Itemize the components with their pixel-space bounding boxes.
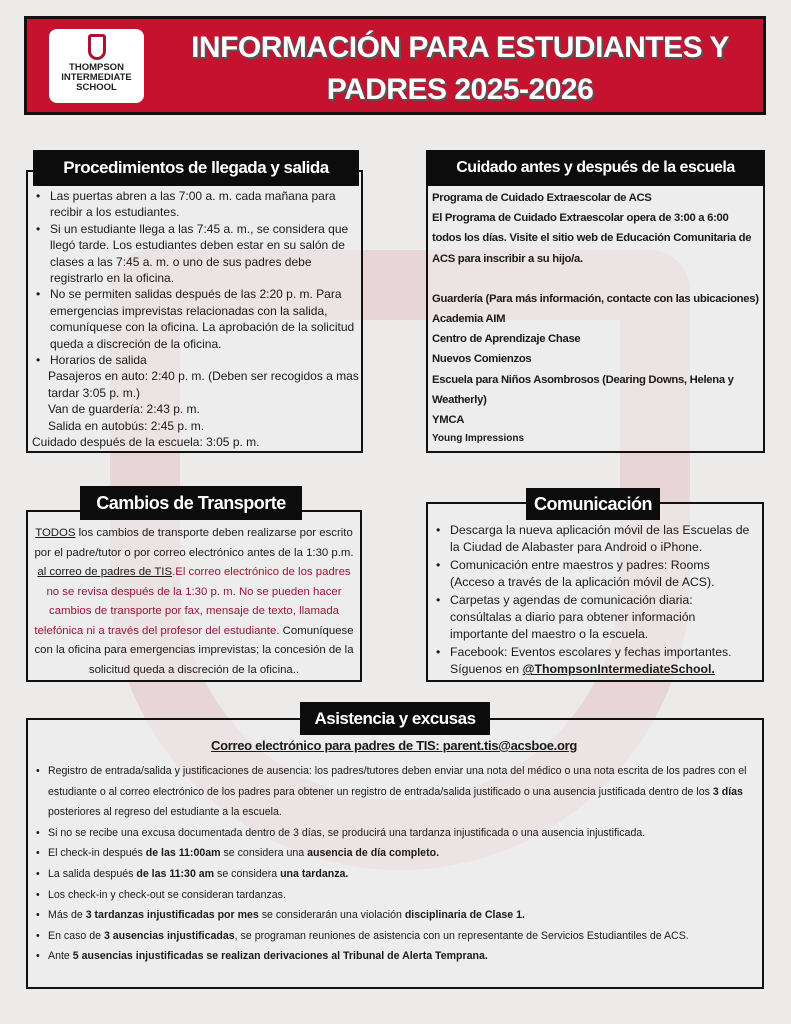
- transport-text-segment: al correo de padres de TIS: [37, 566, 173, 578]
- care-provider: YMCA: [432, 414, 465, 427]
- list-item: [34, 843, 754, 864]
- communication-section: [426, 502, 764, 682]
- care-provider: Young Impressions: [432, 433, 525, 445]
- procedures-title: Procedimientos de llegada y salida: [33, 150, 359, 186]
- communication-title: Comunicación: [526, 488, 660, 520]
- list-item-text: Descarga la nueva aplicación móvil de las Escuelas de la Ciudad de Alabaster para Android o iPhone.: [450, 523, 750, 555]
- list-item-text: Carpetas y agendas de comunicación diaria: consúltalas a diario para obtener información importante del maestro o la escuela.: [450, 592, 696, 642]
- header-banner: [24, 16, 766, 115]
- list-item-text: Facebook: Eventos escolares y fechas importantes. Síguenos en: [450, 644, 732, 677]
- list-item-text: se considera: [214, 867, 281, 880]
- dismissal-schedule: [28, 368, 361, 450]
- attendance-list: [34, 761, 754, 967]
- transport-text-segment: .El correo electrónico de los padres no se revisa después de la 1:30 p. m. No se pueden hacer cambios de transporte por fax, mensaje de texto, llamada telefónica ni a través del profesor del estudiante.: [34, 566, 351, 637]
- transport-text-segment: los cambios de transporte deben realizarse por escrito por el padre/tutor o por correo electrónico antes de la 1:30 p.m.: [34, 527, 354, 559]
- care-provider: Nuevos Comienzos: [432, 353, 532, 366]
- list-item-text: 3 ausencias injustificadas: [103, 929, 235, 942]
- list-item: [428, 592, 756, 644]
- list-item: [34, 905, 754, 926]
- list-item-text: 3 tardanzas injustificadas por mes: [85, 909, 259, 922]
- list-item: [428, 522, 756, 557]
- list-item: [428, 644, 756, 679]
- school-name: THOMPSON INTERMEDIATE SCHOOL: [61, 62, 132, 93]
- list-item: [34, 864, 754, 885]
- schedule-item: Pasajeros en auto: 2:40 p. m. (Deben ser recogidos a mas tardar 3:05 p. m.): [48, 369, 359, 400]
- list-item: [34, 823, 754, 844]
- care-provider: Centro de Aprendizaje Chase: [432, 333, 581, 346]
- list-item-text: se considera una: [220, 847, 308, 860]
- list-item: [34, 885, 754, 906]
- care-description: El Programa de Cuidado Extraescolar opera de 3:00 a 6:00 todos los días. Visite el sitio web de Educación Comunitaria de ACS para inscribir a su hijo/a.: [432, 212, 752, 265]
- list-item-text: Ante: [48, 950, 73, 963]
- list-item: • No se permiten salidas después de las 2:20 p. m. Para emergencias imprevistas relacionadas con la salida, comuníquese con la oficina. La aprobación de la solicitud queda a discreción de la oficina.: [28, 286, 355, 352]
- list-item-text: En caso de: [48, 929, 104, 942]
- school-logo: [49, 29, 144, 103]
- procedures-section: [26, 170, 363, 453]
- list-item-text: Comunicación entre maestros y padres: Rooms (Acceso a través de la aplicación móvil de ACS).: [450, 557, 715, 590]
- list-item: [34, 926, 754, 947]
- care-program-name: Programa de Cuidado Extraescolar de ACS: [432, 192, 652, 204]
- schedule-item: Cuidado después de la escuela: 3:05 p. m.: [32, 435, 260, 450]
- care-providers-list: [432, 289, 759, 430]
- transport-title: Cambios de Transporte: [80, 486, 302, 520]
- care-section: [426, 170, 765, 453]
- transport-text-segment: Comuníquese con la oficina para emergencias imprevistas; la concesión de la solicitud queda a discreción de la oficina..: [34, 624, 354, 676]
- list-item: • Las puertas abren a las 7:00 a. m. cada mañana para recibir a los estudiantes.: [28, 188, 355, 221]
- list-item-text: una tardanza.: [280, 867, 349, 880]
- care-provider: Academia AIM: [432, 313, 506, 326]
- list-item-text: El check-in después: [48, 847, 146, 860]
- list-item-text: 5 ausencias injustificadas se realizan derivaciones al Tribunal de Alerta Temprana.: [72, 950, 488, 963]
- care-title: Cuidado antes y después de la escuela: [426, 150, 765, 186]
- communication-list: [428, 522, 756, 679]
- facebook-link[interactable]: @ThompsonIntermediateSchool.: [522, 662, 715, 677]
- care-provider: Guardería (Para más información, contacte con las ubicaciones): [432, 292, 759, 305]
- list-item-text: Más de: [48, 909, 86, 922]
- transport-section: [26, 510, 362, 682]
- list-item-text: se considerarán una violación: [258, 909, 405, 922]
- crest-icon: [88, 34, 106, 60]
- list-item-text: ausencia de día completo.: [307, 847, 440, 860]
- list-item-text: La salida después: [48, 867, 137, 880]
- list-item-text: disciplinaria de Clase 1.: [404, 909, 525, 922]
- schedule-item: Salida en autobús: 2:45 p. m.: [48, 418, 205, 433]
- list-item-text: de las 11:30 am: [136, 867, 215, 880]
- list-item-text: posteriores al regreso del estudiante a la escuela.: [48, 806, 282, 819]
- list-item-text: Registro de entrada/salida y justificaciones de ausencia: los padres/tutores deben enviar una nota del médico o una nota escrita de los padres con el estudiante o al correo electrónico de los padres para obtener un registro de entrada/salida justificado o una ausencia justificada dentro de los: [48, 765, 747, 798]
- list-item-text: Si no se recibe una excusa documentada dentro de 3 días, se producirá una tardanza injustificada o una ausencia injustificada.: [48, 826, 646, 839]
- attendance-title: Asistencia y excusas: [300, 702, 490, 735]
- page-title: INFORMACIÓN PARA ESTUDIANTES Y PADRES 2025-2026: [191, 31, 729, 106]
- list-item: [34, 761, 754, 823]
- transport-text-segment: TODOS: [35, 527, 76, 539]
- list-item: [428, 557, 756, 592]
- attendance-section: [26, 718, 764, 989]
- list-item: • Si un estudiante llega a las 7:45 a. m., se considera que llegó tarde. Los estudiantes deben estar en su salón de clases a las 7:45 a. m. o uno de sus padres debe registrarlo en la oficina.: [28, 221, 355, 287]
- transport-text: [34, 524, 354, 680]
- list-item-text: , se programan reuniones de asistencia con un representante de Servicios Estudiantiles de ACS.: [234, 929, 689, 942]
- procedures-list: [28, 188, 361, 368]
- care-provider: Escuela para Niños Asombrosos (Dearing Downs, Helena y Weatherly): [432, 373, 734, 406]
- list-item-text: de las 11:00am: [145, 847, 221, 860]
- parent-email-link[interactable]: Correo electrónico para padres de TIS: parent.tis@acsboe.org: [210, 738, 577, 753]
- schedule-item: Van de guardería: 2:43 p. m.: [48, 402, 200, 417]
- list-item-text: 3 días: [712, 785, 743, 798]
- list-item: • Horarios de salida: [28, 352, 355, 368]
- list-item-text: Los check-in y check-out se consideran tardanzas.: [48, 888, 286, 901]
- list-item: [34, 946, 754, 967]
